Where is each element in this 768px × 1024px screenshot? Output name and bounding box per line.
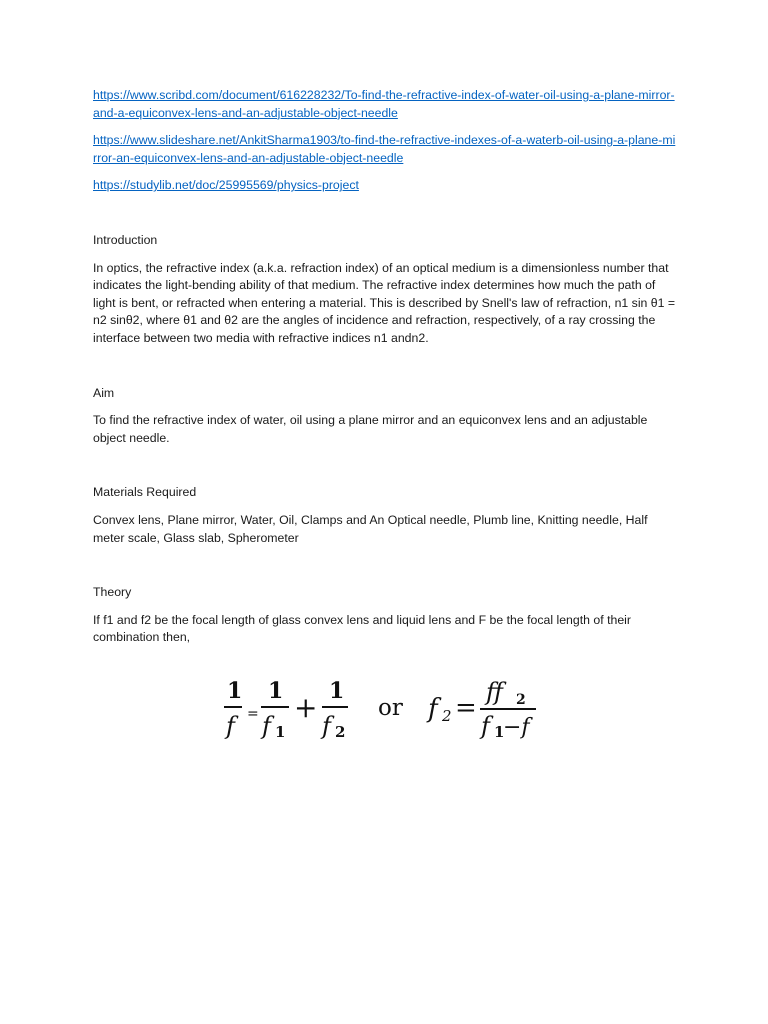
theory-paragraph: If f1 and f2 be the focal length of glass convex lens and liquid lens and F be the focal length of their combination then, (93, 612, 632, 645)
aim-heading: Aim (93, 385, 115, 400)
theory-heading: Theory (93, 585, 132, 600)
formula-rhs-f-sub: 2 (442, 707, 452, 725)
formula-or: or (378, 695, 403, 721)
lens-formula (218, 676, 548, 742)
formula-f2: f (322, 712, 331, 740)
materials-heading: Materials Required (93, 485, 197, 500)
document-body (93, 87, 678, 647)
formula-sub-2: 2 (335, 723, 346, 741)
formula-one-b: 1 (268, 678, 284, 704)
lens-formula-graphic (218, 676, 548, 742)
fraction-bar-d (480, 708, 536, 710)
formula-rhs-den-tail: −f (503, 715, 530, 740)
fraction-bar-a (224, 706, 242, 708)
formula-sub-1: 1 (275, 723, 286, 741)
formula-one-a: 1 (227, 678, 243, 704)
aim-paragraph: To find the refractive index of water, oil using a plane mirror and an equiconvex lens and an adjustable object needle. (93, 413, 648, 445)
formula-equals-a: = (247, 706, 259, 722)
formula-f1: f (262, 712, 271, 740)
reference-link-slideshare[interactable]: https://www.slideshare.net/AnkitSharma1903/to-find-the-refractive-indexes-of-a-waterb-oil-using-a-plane-mirror-an-equiconvex-lens-and-an-adjustable-object-needle (93, 133, 676, 165)
reference-link-scribd[interactable]: https://www.scribd.com/document/616228232/To-find-the-refractive-index-of-water-oil-using-a-plane-mirror-and-a-equiconvex-lens-and-an-adjustable-object-needle (93, 88, 675, 120)
fraction-bar-b (261, 706, 289, 708)
formula-plus: + (294, 691, 318, 724)
formula-rhs-den: f (481, 712, 490, 740)
formula-equals-b: = (455, 693, 477, 723)
introduction-heading: Introduction (93, 232, 158, 247)
formula-f: f (226, 712, 235, 740)
fraction-bar-c (322, 706, 348, 708)
formula-rhs-num-sub: 2 (516, 692, 526, 708)
formula-rhs-den-sub: 1 (494, 723, 505, 741)
formula-rhs-num: ff (486, 678, 504, 706)
introduction-paragraph: In optics, the refractive index (a.k.a. refraction index) of an optical medium is a dimensionless number that indicates the light-bending ability of that medium. The refractive index determines how much the path of light is bent, or refracted when entering a material. This is described by Snell's law of refraction, n1 sin θ1 = n2 sinθ2, where θ1 and θ2 are the angles of incidence and refraction, respectively, of a ray crossing the interface between two media with refractive indices n1 andn2. (93, 260, 676, 345)
reference-link-studylib[interactable]: https://studylib.net/doc/25995569/physics-project (93, 178, 359, 193)
materials-paragraph: Convex lens, Plane mirror, Water, Oil, Clamps and An Optical needle, Plumb line, Knitting needle, Half meter scale, Glass slab, Spherometer (93, 512, 648, 545)
formula-rhs-f: f (428, 694, 438, 724)
formula-one-c: 1 (329, 678, 345, 704)
